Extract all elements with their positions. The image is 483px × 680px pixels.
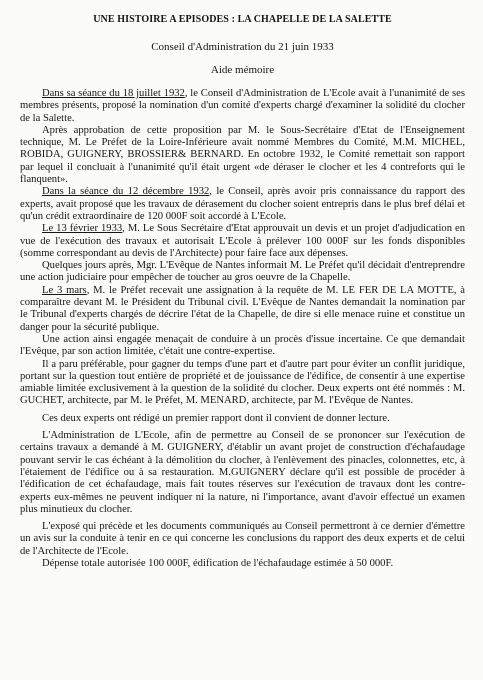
document-title: UNE HISTOIRE A EPISODES : LA CHAPELLE DE LA SALETTE — [93, 14, 392, 25]
memo-heading: Aide mémoire — [210, 64, 275, 76]
memo-body — [20, 88, 465, 570]
paragraph-text: Il a paru préférable, pour gagner du temps d'une part et d'autre part pour éviter un conflit juridique, portant sur la question tout entière de propriété et de jouissance de l'édifice, de consentir à une expertise amiable limitée exclusivement à la question de la solidité du clocher. Deux experts ont été nommés : M. GUCHET, architecte, par M. le Préfet, M. MENARD, architecte, par M. l'Evêque de Nantes. — [20, 358, 465, 407]
paragraph-date-lead: Le 13 février 1933 — [42, 223, 123, 235]
paragraph-text: Ces deux experts ont rédigé un premier rapport dont il convient de donner lecture. — [42, 412, 390, 424]
paragraph-text: L'exposé qui précède et les documents communiqués au Conseil permettront à ce dernier d'émettre un avis sur la conduite à tenir en ce qui concerne les conclusions du rapport des deux experts et de celui de l'Architecte de l'Ecole. — [20, 521, 465, 557]
memo-paragraph — [20, 285, 465, 334]
paragraph-text: , le Conseil d'Administration de L'Ecole avait à l'unanimité de ses membres présents, proposé la nomination d'un comité d'experts chargé d'examiner la solidité du clocher de la Salette. — [20, 88, 466, 124]
paragraph-date-lead: Le 3 mars — [42, 284, 87, 296]
paragraph-text: Dépense totale autorisée 100 000F, édification de l'échafaudage estimée à 50 000F. — [42, 557, 394, 569]
paragraph-date-lead: Dans sa séance du 18 juillet 1932 — [42, 88, 185, 99]
document-subtitle: Conseil d'Administration du 21 juin 1933 — [151, 41, 334, 53]
memo-paragraph — [20, 413, 465, 425]
memo-paragraph — [20, 223, 465, 260]
memo-paragraph — [20, 125, 465, 186]
paragraph-text: , M. le Préfet recevait une assignation à la requête de M. LE FER DE LA MOTTE, à comparaître devant M. le Président du Tribunal civil. L'Evêque de Nantes demandait la nomination par le Tribunal d'experts chargés de décrire l'état de la Chapelle, de dire si elle menace ruine et constitue un danger pour la sécurité publique. — [20, 284, 465, 333]
memo-paragraph — [20, 359, 465, 408]
memo-paragraph — [20, 558, 465, 570]
memo-paragraph — [20, 521, 465, 558]
paragraph-text: , M. Le Sous Secrétaire d'Etat approuvait un devis et un projet d'adjudication en vue de l'exécution des travaux et autorisait L'Ecole à prélever 100 000F sur les fonds disponibles (somme correspondant au devis de l'Architecte) pour faire face aux dépenses. — [20, 223, 465, 259]
paragraph-date-lead: Dans la séance du 12 décembre 1932 — [42, 186, 210, 198]
paragraph-text: Après approbation de cette proposition par M. le Sous-Secrétaire d'Etat de l'Enseignement technique, M. Le Préfet de la Loire-Inférieure avait nommé Membres du Comité, M.M. MICHEL, ROBIDA, GUIGNERY, BROSSIER& BERNARD. En octobre 1932, le Comité remettait son rapport par lequel il concluait à l'unanimité qu'il était urgent «de déraser le clocher et les 4 contreforts qui le flanquent». — [20, 124, 465, 186]
memo-paragraph — [20, 186, 465, 223]
memo-paragraph — [20, 334, 465, 359]
paragraph-text: Quelques jours après, Mgr. L'Evêque de Nantes informait M. Le Préfet qu'il décidait d'entreprendre une action judiciaire pour empêcher de toucher au gros oeuvre de la Chapelle. — [20, 260, 465, 284]
memo-paragraph — [20, 260, 465, 285]
paragraph-text: L'Administration de L'Ecole, afin de permettre au Conseil de se prononcer sur l'exécution de certains travaux a demandé à M. GUIGNERY, d'établir un avant projet de construction d'échafaudage pouvant servir le cas échéant à la démolition du clocher, à l'enlèvement des pinacles, colonnettes, etc, à l'étaiement de l'édifice ou à sa restauration. M.GUIGNERY déclare qu'il est possible de procéder à l'édification de cet échafaudage, mais fait toutes réserves sur l'exécution de travaux dont les contre-experts eux-mêmes ne peuvent indiquer ni la nature, ni l'importance, avant d'avoir effectué un examen plus minutieux du clocher. — [20, 430, 465, 515]
paragraph-text: Une action ainsi engagée menaçait de conduire à un procès d'issue incertaine. Ce que demandait l'Evêque, par son action limitée, c'était une contre-expertise. — [20, 333, 465, 358]
memo-paragraph — [20, 88, 465, 125]
memo-paragraph — [20, 430, 465, 516]
paragraph-text: , le Conseil, après avoir pris connaissance du rapport des experts, avait proposé que les travaux de dérasement du clocher soient entrepris dans le plus bref délai et qu'un crédit extraordinaire de 120 000F soit accordé à L'Ecole. — [20, 186, 465, 222]
